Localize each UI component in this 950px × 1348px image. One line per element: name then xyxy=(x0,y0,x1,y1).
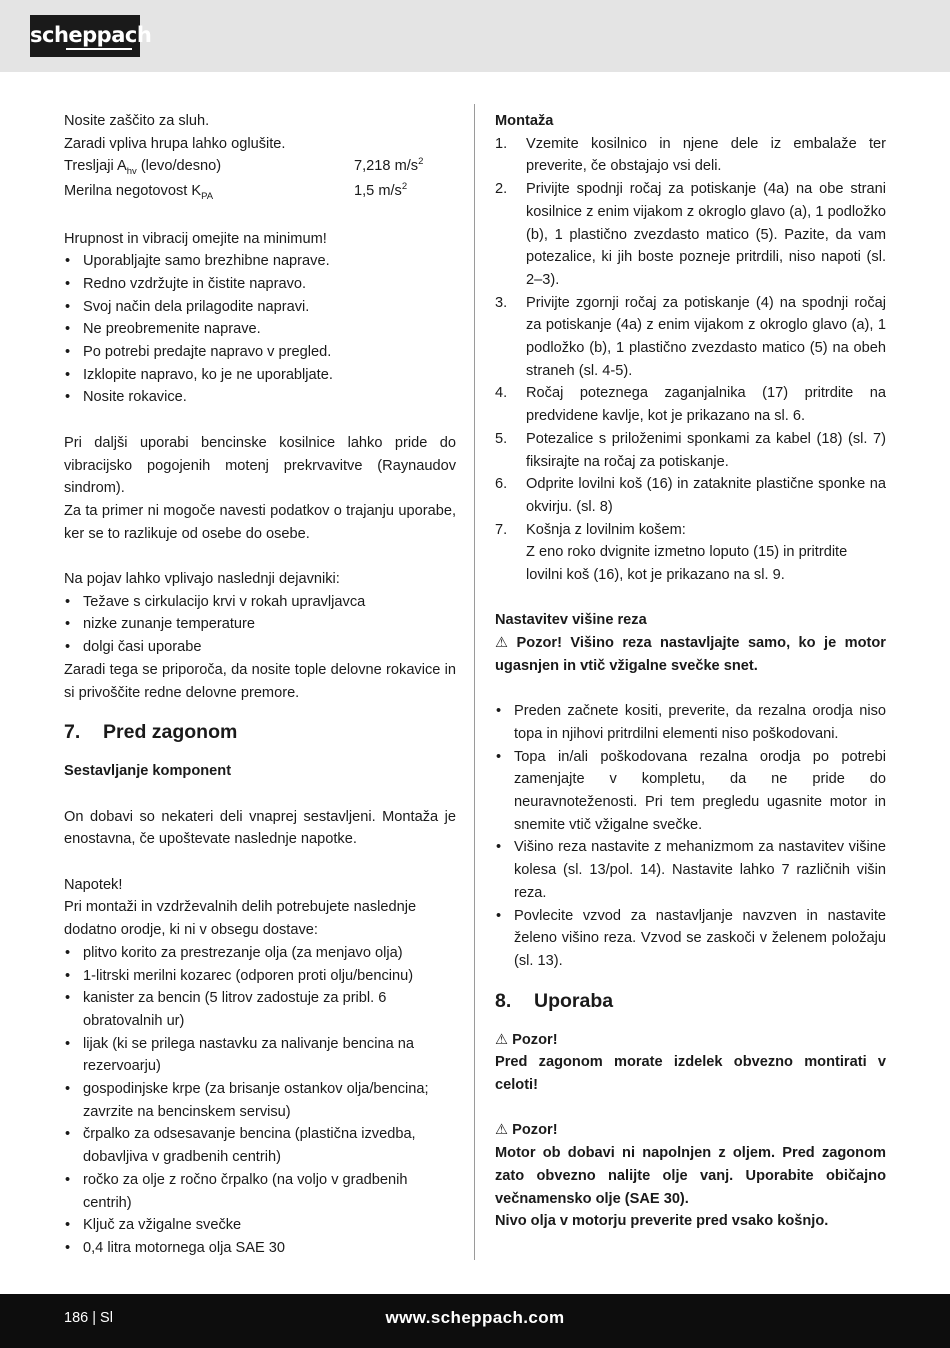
list-item: • Izklopite napravo, ko je ne uporabljate. xyxy=(64,364,456,387)
raynaud-paragraph: Pri daljši uporabi bencinske kosilnice lahko pride do vibracijsko pogojenih motenj prekrvavitve (Raynaudov sindrom). xyxy=(64,434,456,497)
warning-icon: ⚠ xyxy=(495,1031,509,1048)
logo-underline xyxy=(66,48,132,50)
cut-height-list xyxy=(495,700,886,972)
website-link[interactable]: www.scheppach.com xyxy=(385,1308,565,1327)
list-item: • gospodinjske krpe (za brisanje ostankov olja/bencina; zavrzite na bencinskem servisu) xyxy=(64,1078,456,1123)
vibration-label: Tresljaji $A_{hv}$ (levo/desno) xyxy=(64,158,222,178)
recommend-paragraph: Zaradi tega se priporoča, da nosite tople delovne rokavice in si privoščite redne delovne premore. xyxy=(64,661,456,701)
section-8-heading xyxy=(495,988,886,1014)
column-divider xyxy=(474,104,475,1260)
montaza-steps xyxy=(495,133,886,587)
vibration-value: 7,218 $m/s^2$ xyxy=(354,156,424,175)
hearing-protection-text: Nosite zaščito za sluh. xyxy=(64,113,210,129)
tools-list xyxy=(64,942,456,1260)
pozor-2-text: Motor ob dobavi ni napolnjen z oljem. Pred zagonom zato obvezno nalijte olje vanj. Uporabite običajno večnamensko olje (SAE 30). xyxy=(495,1145,886,1207)
page-header xyxy=(0,0,950,72)
list-item: • Nosite rokavice. xyxy=(64,386,456,409)
pozor-1-label: ⚠ Pozor! xyxy=(495,1029,886,1052)
list-item: • Višino reza nastavite z mehanizmom za nastavitev višine kolesa (sl. 13/pol. 14). Nastavite lahko 7 različnih višin reza. xyxy=(495,836,886,904)
cut-height-warning: ⚠ Pozor! Višino reza nastavljajte samo, ko je motor ugasnjen in vtič vžigalne svečke snet. xyxy=(495,632,886,677)
page-number: 186 | Sl xyxy=(64,1310,113,1326)
list-item: • ročko za olje z ročno črpalko (na voljo v gradbenih centrih) xyxy=(64,1169,456,1214)
list-item: • Redno vzdržujte in čistite napravo. xyxy=(64,273,456,296)
step-item: 2. Privijte spodnji ročaj za potiskanje (4a) na obe strani kosilnice z enim vijakom z okroglo glavo (a), 1 podložko (b), 1 plastično zvezdasto matico (5). Pazite, da vam potezalice, ki jih boste pozneje pritrdili, niso napoti (sl. 2–3). xyxy=(495,181,886,288)
minimize-list xyxy=(64,250,456,409)
pozor-2-label: ⚠ Pozor! xyxy=(495,1119,886,1142)
warning-icon: ⚠ xyxy=(495,635,509,652)
list-item: • lijak (ki se prilega nastavku za nalivanje bencina na rezervoarju) xyxy=(64,1033,456,1078)
list-item: • kanister za bencin (5 litrov zadostuje za pribl. 6 obratovalnih ur) xyxy=(64,987,456,1032)
assembly-heading: Sestavljanje komponent xyxy=(64,763,232,780)
right-column xyxy=(495,110,886,1233)
list-item: • Topa in/ali poškodovana rezalna orodja po potrebi zamenjajte v kompletu, da ne pride do neuravnoteženosti. Pri tem pregledu ugasnite motor in snemite vtič vžigalne svečke. xyxy=(495,746,886,837)
pozor-2-text-2: Nivo olja v motorju preverite pred vsako košnjo. xyxy=(495,1213,829,1230)
list-item: • Svoj način dela prilagodite napravi. xyxy=(64,296,456,319)
list-item: • Ključ za vžigalne svečke xyxy=(64,1214,456,1237)
list-item: • Ne preobremenite naprave. xyxy=(64,318,456,341)
uncertainty-value: 1,5 $m/s^2$ xyxy=(354,181,408,200)
uncertainty-row xyxy=(64,180,456,205)
list-item: • Po potrebi predajte napravo v pregled. xyxy=(64,341,456,364)
list-item: • Povlecite vzvod za nastavljanje navzven in nastavite želeno višino reza. Vzvod se zaskoči v želenem položaju (sl. 13). xyxy=(495,905,886,973)
list-item: • nizke zunanje temperature xyxy=(64,613,456,636)
section-8-number: 8. xyxy=(495,989,512,1012)
step-item: 4. Ročaj poteznega zaganjalnika (17) pritrdite na predvidene kavlje, kot je prikazano na sl. 6. xyxy=(495,385,886,425)
step-item: 3. Privijte zgornji ročaj za potiskanje (4) na spodnji ročaj za potiskanje (4a) z enim vijakom z okroglo glavo (a), 1 podložko (b), 1 plastično zvezdasto matico (5) na obeh straneh (sl. 4-5). xyxy=(495,294,886,379)
minimize-heading: Hrupnost in vibracij omejite na minimum! xyxy=(64,230,327,247)
assembly-paragraph: On dobavi so nekateri deli vnaprej sestavljeni. Montaža je enostavna, če upoštevate naslednje napotke. xyxy=(64,808,456,848)
step-item: 7. Košnja z lovilnim košem: Z eno roko dvignite izmetno loputo (15) in pritrdite lovilni koš (16), kot je prikazano na sl. 9. xyxy=(495,521,848,584)
factors-list xyxy=(64,591,456,659)
montaza-heading: Montaža xyxy=(495,113,554,129)
section-7-number: 7. xyxy=(64,721,81,744)
factors-intro: Na pojav lahko vplivajo naslednji dejavniki: xyxy=(64,571,340,588)
warning-icon: ⚠ xyxy=(495,1122,509,1139)
brand-logo xyxy=(30,15,152,57)
list-item: • Težave s cirkulacijo krvi v rokah upravljavca xyxy=(64,591,456,614)
pozor-1-text: Pred zagonom morate izdelek obvezno montirati v celoti! xyxy=(495,1054,886,1094)
vibration-row xyxy=(64,155,456,180)
hearing-loss-text: Zaradi vpliva hrupa lahko oglušite. xyxy=(64,135,286,152)
step-item: 5. Potezalice s priloženimi sponkami za kabel (18) (sl. 7) fiksirajte na ročaj za potiskanje. xyxy=(495,430,886,470)
section-7-title: Pred zagonom xyxy=(103,721,238,744)
list-item: • Uporabljajte samo brezhibne naprave. xyxy=(64,250,456,273)
list-item: • 1-litrski merilni kozarec (odporen proti olju/bencinu) xyxy=(64,965,456,988)
uncertainty-label: Merilna negotovost $K_{PA}$ xyxy=(64,183,214,203)
note-label: Napotek! xyxy=(64,876,123,893)
step-item: 6. Odprite lovilni koš (16) in zataknite plastične sponke na okvirju. (sl. 8) xyxy=(495,476,886,515)
step-7-detail: Z eno roko dvignite izmetno loputo (15) in pritrdite lovilni koš (16), kot je prikazano na sl. 9. xyxy=(526,544,848,584)
section-7-heading xyxy=(64,719,456,745)
note-paragraph: Pri montaži in vzdrževalnih delih potrebujete naslednje dodatno orodje, ki ni v obsegu dostave: xyxy=(64,899,417,939)
section-8-title: Uporaba xyxy=(534,989,614,1012)
list-item: • plitvo korito za prestrezanje olja (za menjavo olja) xyxy=(64,942,456,965)
left-column xyxy=(64,110,456,1260)
page-footer xyxy=(0,1294,950,1348)
brand-logo-text: scheppach xyxy=(30,23,152,47)
list-item: • dolgi časi uporabe xyxy=(64,636,456,659)
step-item: 1. Vzemite kosilnico in njene dele iz embalaže ter preverite, če obstajajo vsi deli. xyxy=(495,135,886,175)
list-item: • Preden začnete kositi, preverite, da rezalna orodja niso topa in njihovi pritrdilni elementi niso poškodovani. xyxy=(495,700,886,745)
list-item: • črpalko za odsesavanje bencina (plastična izvedba, dobavljiva v gradbenih centrih) xyxy=(64,1123,456,1168)
cut-height-heading: Nastavitev višine reza xyxy=(495,612,647,629)
duration-paragraph: Za ta primer ni mogoče navesti podatkov o trajanju uporabe, ker se to razlikuje od osebe do osebe. xyxy=(64,502,456,542)
list-item: • 0,4 litra motornega olja SAE 30 xyxy=(64,1237,456,1260)
